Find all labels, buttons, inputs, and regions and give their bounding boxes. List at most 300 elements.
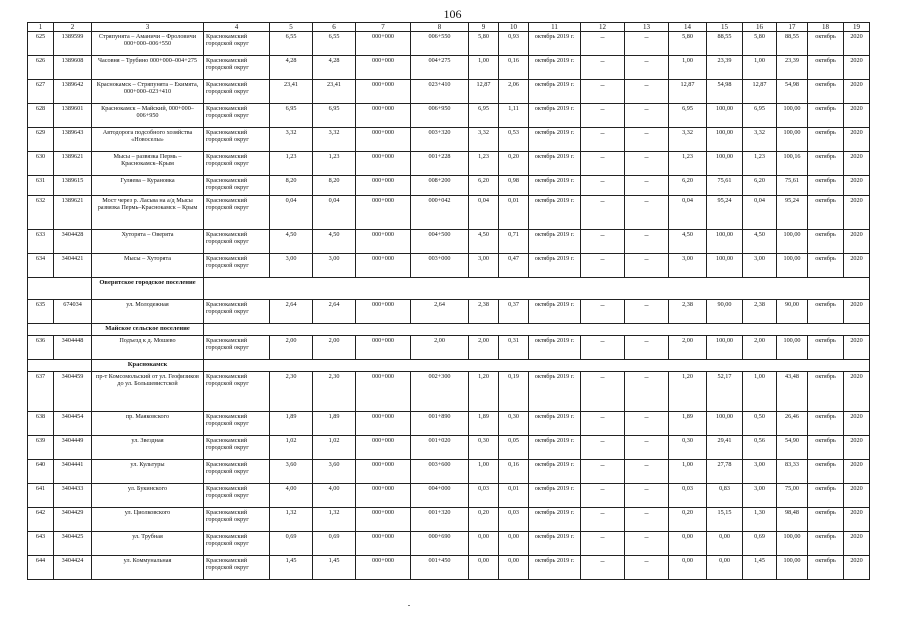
cell-col-14: 1,00 <box>669 460 707 484</box>
column-number-13: 13 <box>625 23 669 32</box>
cell-col-11: октябрь 2019 г. <box>529 254 581 278</box>
cell-col-5: 23,41 <box>270 80 313 104</box>
cell-col-11: октябрь 2019 г. <box>529 152 581 176</box>
cell-col-4: Краснокамский городской округ <box>204 300 270 324</box>
section-row <box>28 324 870 336</box>
cell-col-5: 3,00 <box>270 254 313 278</box>
cell-col-8: 001+890 <box>411 412 469 436</box>
cell-col-10: 0,47 <box>499 254 529 278</box>
cell-col-18: октябрь <box>808 436 844 460</box>
table-row <box>28 128 870 152</box>
column-number-19: 19 <box>844 23 870 32</box>
cell-col-15: 54,98 <box>707 80 743 104</box>
cell-col-17: 90,00 <box>777 300 808 324</box>
scan-speck <box>408 605 410 606</box>
cell-col-9: 2,38 <box>469 300 499 324</box>
cell-col-12: – <box>581 412 625 436</box>
cell-col-18: октябрь <box>808 80 844 104</box>
cell-col-1: 636 <box>28 336 54 360</box>
cell-col-5: 4,00 <box>270 484 313 508</box>
section-title: Майское сельское поселение <box>92 324 204 336</box>
column-number-18: 18 <box>808 23 844 32</box>
cell-col-16: 3,00 <box>743 254 777 278</box>
cell-col-14: 3,00 <box>669 254 707 278</box>
cell-col-19: 2020 <box>844 128 870 152</box>
cell-col-13: – <box>625 508 669 532</box>
cell-col-2: 1389643 <box>54 128 92 152</box>
cell-col-17: 54,98 <box>777 80 808 104</box>
cell-col-11: октябрь 2019 г. <box>529 230 581 254</box>
cell-col-17: 100,00 <box>777 556 808 580</box>
cell-col-8: 001+320 <box>411 508 469 532</box>
cell-col-3: Автодорога подсобного хозяйства «Новоселы» <box>92 128 204 152</box>
cell-col-3: Краснокамск – Стряпунята – Екимята, 000+000–023+410 <box>92 80 204 104</box>
cell-col-13: – <box>625 460 669 484</box>
cell-col-17: 75,00 <box>777 484 808 508</box>
cell-col-19: 2020 <box>844 412 870 436</box>
cell-col-9: 0,30 <box>469 436 499 460</box>
cell-col-2: 3404425 <box>54 532 92 556</box>
cell-col-15: 100,00 <box>707 254 743 278</box>
cell-col-4: Краснокамский городской округ <box>204 372 270 412</box>
section-row <box>28 360 870 372</box>
cell-col-1: 640 <box>28 460 54 484</box>
cell-col-5: 1,32 <box>270 508 313 532</box>
section-spacer <box>204 360 870 372</box>
cell-col-2: 3404421 <box>54 254 92 278</box>
cell-col-5: 6,95 <box>270 104 313 128</box>
cell-col-12: – <box>581 176 625 196</box>
cell-col-8: 008+200 <box>411 176 469 196</box>
cell-col-9: 1,00 <box>469 56 499 80</box>
cell-col-12: – <box>581 336 625 360</box>
cell-col-14: 4,50 <box>669 230 707 254</box>
cell-col-1: 639 <box>28 436 54 460</box>
cell-col-4: Краснокамский городской округ <box>204 176 270 196</box>
cell-col-7: 000+000 <box>356 104 411 128</box>
cell-col-13: – <box>625 104 669 128</box>
cell-col-11: октябрь 2019 г. <box>529 412 581 436</box>
cell-col-7: 000+000 <box>356 372 411 412</box>
cell-col-5: 3,60 <box>270 460 313 484</box>
cell-col-8: 006+550 <box>411 32 469 56</box>
cell-col-7: 000+000 <box>356 508 411 532</box>
cell-col-1: 628 <box>28 104 54 128</box>
cell-col-19: 2020 <box>844 484 870 508</box>
cell-col-8: 001+020 <box>411 436 469 460</box>
table-row <box>28 254 870 278</box>
cell-col-4: Краснокамский городской округ <box>204 254 270 278</box>
cell-col-4: Краснокамский городской округ <box>204 436 270 460</box>
cell-col-4: Краснокамский городской округ <box>204 412 270 436</box>
cell-col-18: октябрь <box>808 176 844 196</box>
cell-col-17: 100,00 <box>777 336 808 360</box>
cell-col-1: 627 <box>28 80 54 104</box>
cell-col-1: 626 <box>28 56 54 80</box>
cell-col-7: 000+000 <box>356 484 411 508</box>
cell-col-13: – <box>625 80 669 104</box>
cell-col-11: октябрь 2019 г. <box>529 128 581 152</box>
cell-col-16: 3,32 <box>743 128 777 152</box>
column-number-17: 17 <box>777 23 808 32</box>
cell-col-6: 1,32 <box>313 508 356 532</box>
cell-col-8: 002+300 <box>411 372 469 412</box>
cell-col-19: 2020 <box>844 532 870 556</box>
cell-col-12: – <box>581 508 625 532</box>
cell-col-13: – <box>625 372 669 412</box>
cell-col-1: 633 <box>28 230 54 254</box>
cell-col-9: 0,04 <box>469 196 499 230</box>
cell-col-16: 3,00 <box>743 460 777 484</box>
cell-col-11: октябрь 2019 г. <box>529 556 581 580</box>
cell-col-17: 54,90 <box>777 436 808 460</box>
cell-col-6: 1,02 <box>313 436 356 460</box>
cell-col-11: октябрь 2019 г. <box>529 460 581 484</box>
cell-col-10: 0,98 <box>499 176 529 196</box>
cell-col-17: 98,48 <box>777 508 808 532</box>
cell-col-14: 0,30 <box>669 436 707 460</box>
cell-col-17: 100,00 <box>777 104 808 128</box>
cell-col-1: 630 <box>28 152 54 176</box>
cell-col-7: 000+000 <box>356 176 411 196</box>
column-number-11: 11 <box>529 23 581 32</box>
table-row <box>28 56 870 80</box>
cell-col-8: 006+950 <box>411 104 469 128</box>
cell-col-15: 75,61 <box>707 176 743 196</box>
cell-col-9: 5,80 <box>469 32 499 56</box>
cell-col-12: – <box>581 32 625 56</box>
cell-col-18: октябрь <box>808 104 844 128</box>
cell-col-14: 1,00 <box>669 56 707 80</box>
cell-col-15: 88,55 <box>707 32 743 56</box>
cell-col-16: 0,04 <box>743 196 777 230</box>
section-title: Оверятское городское поселение <box>92 278 204 300</box>
table-row <box>28 372 870 412</box>
cell-col-11: октябрь 2019 г. <box>529 32 581 56</box>
cell-col-3: ул. Трубная <box>92 532 204 556</box>
cell-col-14: 1,23 <box>669 152 707 176</box>
cell-col-17: 95,24 <box>777 196 808 230</box>
cell-col-4: Краснокамский городской округ <box>204 484 270 508</box>
cell-col-10: 0,05 <box>499 436 529 460</box>
cell-col-10: 0,19 <box>499 372 529 412</box>
table-row <box>28 80 870 104</box>
table-row <box>28 484 870 508</box>
cell-col-13: – <box>625 32 669 56</box>
column-number-6: 6 <box>313 23 356 32</box>
cell-col-19: 2020 <box>844 508 870 532</box>
cell-col-8: 001+228 <box>411 152 469 176</box>
cell-col-18: октябрь <box>808 152 844 176</box>
cell-col-7: 000+000 <box>356 556 411 580</box>
cell-col-6: 4,28 <box>313 56 356 80</box>
cell-col-15: 0,00 <box>707 556 743 580</box>
cell-col-7: 000+000 <box>356 412 411 436</box>
cell-col-15: 90,00 <box>707 300 743 324</box>
cell-col-19: 2020 <box>844 32 870 56</box>
cell-col-2: 1389615 <box>54 176 92 196</box>
cell-col-11: октябрь 2019 г. <box>529 300 581 324</box>
cell-col-18: октябрь <box>808 460 844 484</box>
cell-col-7: 000+000 <box>356 196 411 230</box>
cell-col-7: 000+000 <box>356 56 411 80</box>
cell-col-9: 1,00 <box>469 460 499 484</box>
cell-col-4: Краснокамский городской округ <box>204 32 270 56</box>
cell-col-17: 88,55 <box>777 32 808 56</box>
cell-col-7: 000+000 <box>356 80 411 104</box>
cell-col-13: – <box>625 436 669 460</box>
cell-col-14: 0,00 <box>669 532 707 556</box>
cell-col-5: 6,55 <box>270 32 313 56</box>
cell-col-11: октябрь 2019 г. <box>529 436 581 460</box>
cell-col-1: 638 <box>28 412 54 436</box>
cell-col-2: 3404428 <box>54 230 92 254</box>
cell-col-10: 0,03 <box>499 508 529 532</box>
column-number-7: 7 <box>356 23 411 32</box>
cell-col-19: 2020 <box>844 104 870 128</box>
cell-col-19: 2020 <box>844 436 870 460</box>
cell-col-19: 2020 <box>844 80 870 104</box>
cell-col-16: 0,50 <box>743 412 777 436</box>
cell-col-6: 0,04 <box>313 196 356 230</box>
cell-col-9: 0,20 <box>469 508 499 532</box>
cell-col-11: октябрь 2019 г. <box>529 532 581 556</box>
table-row <box>28 436 870 460</box>
cell-col-16: 1,00 <box>743 372 777 412</box>
cell-col-4: Краснокамский городской округ <box>204 230 270 254</box>
cell-col-4: Краснокамский городской округ <box>204 508 270 532</box>
cell-col-2: 1389642 <box>54 80 92 104</box>
column-number-9: 9 <box>469 23 499 32</box>
section-spacer <box>28 360 92 372</box>
cell-col-3: ул. Молодежная <box>92 300 204 324</box>
cell-col-4: Краснокамский городской округ <box>204 460 270 484</box>
cell-col-6: 2,64 <box>313 300 356 324</box>
cell-col-17: 23,39 <box>777 56 808 80</box>
table-row <box>28 32 870 56</box>
cell-col-17: 83,33 <box>777 460 808 484</box>
column-number-2: 2 <box>54 23 92 32</box>
cell-col-18: октябрь <box>808 300 844 324</box>
cell-col-11: октябрь 2019 г. <box>529 80 581 104</box>
cell-col-11: октябрь 2019 г. <box>529 104 581 128</box>
cell-col-3: Мысы – развязка Пермь – Краснокамск–Крым <box>92 152 204 176</box>
table-row <box>28 532 870 556</box>
table-row <box>28 412 870 436</box>
table-row <box>28 336 870 360</box>
cell-col-3: Краснокамск – Майский, 000+000–006+950 <box>92 104 204 128</box>
cell-col-13: – <box>625 254 669 278</box>
cell-col-4: Краснокамский городской округ <box>204 56 270 80</box>
cell-col-1: 642 <box>28 508 54 532</box>
cell-col-12: – <box>581 196 625 230</box>
cell-col-13: – <box>625 230 669 254</box>
roads-table <box>27 22 870 580</box>
cell-col-2: 1389621 <box>54 152 92 176</box>
cell-col-19: 2020 <box>844 372 870 412</box>
cell-col-11: октябрь 2019 г. <box>529 484 581 508</box>
cell-col-8: 001+450 <box>411 556 469 580</box>
cell-col-2: 1389621 <box>54 196 92 230</box>
cell-col-14: 0,20 <box>669 508 707 532</box>
column-number-10: 10 <box>499 23 529 32</box>
cell-col-12: – <box>581 372 625 412</box>
cell-col-16: 2,00 <box>743 336 777 360</box>
cell-col-15: 100,00 <box>707 412 743 436</box>
cell-col-13: – <box>625 336 669 360</box>
column-number-3: 3 <box>92 23 204 32</box>
cell-col-19: 2020 <box>844 556 870 580</box>
cell-col-5: 1,45 <box>270 556 313 580</box>
cell-col-8: 2,00 <box>411 336 469 360</box>
cell-col-13: – <box>625 176 669 196</box>
cell-col-8: 2,64 <box>411 300 469 324</box>
cell-col-16: 2,38 <box>743 300 777 324</box>
cell-col-5: 4,50 <box>270 230 313 254</box>
table-row <box>28 460 870 484</box>
cell-col-6: 1,23 <box>313 152 356 176</box>
cell-col-7: 000+000 <box>356 128 411 152</box>
cell-col-2: 3404433 <box>54 484 92 508</box>
cell-col-9: 2,00 <box>469 336 499 360</box>
cell-col-10: 0,16 <box>499 460 529 484</box>
cell-col-6: 2,00 <box>313 336 356 360</box>
column-number-14: 14 <box>669 23 707 32</box>
cell-col-2: 3404448 <box>54 336 92 360</box>
cell-col-15: 100,00 <box>707 128 743 152</box>
cell-col-16: 5,80 <box>743 32 777 56</box>
cell-col-8: 023+410 <box>411 80 469 104</box>
cell-col-3: Стряпунята – Аманичи – Фроловичи 000+000–006+550 <box>92 32 204 56</box>
section-title: Краснокамск <box>92 360 204 372</box>
cell-col-10: 0,30 <box>499 412 529 436</box>
cell-col-10: 0,01 <box>499 484 529 508</box>
cell-col-19: 2020 <box>844 152 870 176</box>
cell-col-2: 3404424 <box>54 556 92 580</box>
cell-col-1: 625 <box>28 32 54 56</box>
cell-col-12: – <box>581 254 625 278</box>
cell-col-15: 100,00 <box>707 230 743 254</box>
cell-col-2: 1389608 <box>54 56 92 80</box>
cell-col-13: – <box>625 556 669 580</box>
cell-col-12: – <box>581 80 625 104</box>
cell-col-7: 000+000 <box>356 436 411 460</box>
cell-col-18: октябрь <box>808 254 844 278</box>
cell-col-10: 0,00 <box>499 532 529 556</box>
cell-col-17: 43,48 <box>777 372 808 412</box>
cell-col-8: 004+000 <box>411 484 469 508</box>
cell-col-6: 3,32 <box>313 128 356 152</box>
cell-col-18: октябрь <box>808 508 844 532</box>
cell-col-13: – <box>625 300 669 324</box>
cell-col-5: 1,23 <box>270 152 313 176</box>
cell-col-14: 3,32 <box>669 128 707 152</box>
cell-col-3: ул. Коммунальная <box>92 556 204 580</box>
cell-col-5: 1,02 <box>270 436 313 460</box>
cell-col-6: 3,00 <box>313 254 356 278</box>
cell-col-14: 6,20 <box>669 176 707 196</box>
cell-col-18: октябрь <box>808 412 844 436</box>
cell-col-16: 1,23 <box>743 152 777 176</box>
cell-col-6: 4,00 <box>313 484 356 508</box>
column-number-12: 12 <box>581 23 625 32</box>
cell-col-4: Краснокамский городской округ <box>204 196 270 230</box>
page-number: 106 <box>443 7 462 21</box>
cell-col-19: 2020 <box>844 56 870 80</box>
cell-col-6: 4,50 <box>313 230 356 254</box>
cell-col-5: 2,64 <box>270 300 313 324</box>
cell-col-16: 4,50 <box>743 230 777 254</box>
cell-col-3: ул. Звездная <box>92 436 204 460</box>
cell-col-18: октябрь <box>808 484 844 508</box>
cell-col-3: ул. Букинского <box>92 484 204 508</box>
cell-col-14: 5,80 <box>669 32 707 56</box>
cell-col-3: пр-т Комсомольский от ул. Геофизиков до ул. Большевистской <box>92 372 204 412</box>
cell-col-4: Краснокамский городской округ <box>204 532 270 556</box>
cell-col-14: 6,95 <box>669 104 707 128</box>
cell-col-6: 8,20 <box>313 176 356 196</box>
cell-col-11: октябрь 2019 г. <box>529 176 581 196</box>
cell-col-9: 12,87 <box>469 80 499 104</box>
cell-col-14: 0,00 <box>669 556 707 580</box>
cell-col-15: 100,00 <box>707 104 743 128</box>
cell-col-9: 0,03 <box>469 484 499 508</box>
cell-col-12: – <box>581 300 625 324</box>
cell-col-14: 0,03 <box>669 484 707 508</box>
cell-col-9: 3,32 <box>469 128 499 152</box>
cell-col-10: 2,06 <box>499 80 529 104</box>
cell-col-5: 0,69 <box>270 532 313 556</box>
cell-col-2: 674034 <box>54 300 92 324</box>
cell-col-10: 0,16 <box>499 56 529 80</box>
cell-col-7: 000+000 <box>356 230 411 254</box>
cell-col-9: 1,20 <box>469 372 499 412</box>
section-spacer <box>204 324 870 336</box>
cell-col-11: октябрь 2019 г. <box>529 508 581 532</box>
cell-col-14: 2,38 <box>669 300 707 324</box>
cell-col-14: 12,87 <box>669 80 707 104</box>
cell-col-15: 27,78 <box>707 460 743 484</box>
cell-col-16: 1,30 <box>743 508 777 532</box>
cell-col-6: 23,41 <box>313 80 356 104</box>
cell-col-16: 0,56 <box>743 436 777 460</box>
cell-col-13: – <box>625 412 669 436</box>
cell-col-3: Мысы – Хуторята <box>92 254 204 278</box>
cell-col-1: 632 <box>28 196 54 230</box>
cell-col-8: 004+275 <box>411 56 469 80</box>
cell-col-1: 643 <box>28 532 54 556</box>
cell-col-5: 3,32 <box>270 128 313 152</box>
cell-col-6: 3,60 <box>313 460 356 484</box>
cell-col-19: 2020 <box>844 336 870 360</box>
cell-col-3: Мост через р. Ласьва на а/д Мысы развязка Пермь–Краснокамск – Крым <box>92 196 204 230</box>
cell-col-17: 100,16 <box>777 152 808 176</box>
cell-col-4: Краснокамский городской округ <box>204 128 270 152</box>
cell-col-13: – <box>625 56 669 80</box>
cell-col-9: 3,00 <box>469 254 499 278</box>
cell-col-10: 0,01 <box>499 196 529 230</box>
cell-col-2: 1389599 <box>54 32 92 56</box>
cell-col-7: 000+000 <box>356 532 411 556</box>
cell-col-18: октябрь <box>808 128 844 152</box>
cell-col-5: 2,00 <box>270 336 313 360</box>
cell-col-15: 95,24 <box>707 196 743 230</box>
cell-col-4: Краснокамский городской округ <box>204 336 270 360</box>
cell-col-19: 2020 <box>844 230 870 254</box>
cell-col-18: октябрь <box>808 556 844 580</box>
cell-col-15: 52,17 <box>707 372 743 412</box>
cell-col-16: 12,87 <box>743 80 777 104</box>
